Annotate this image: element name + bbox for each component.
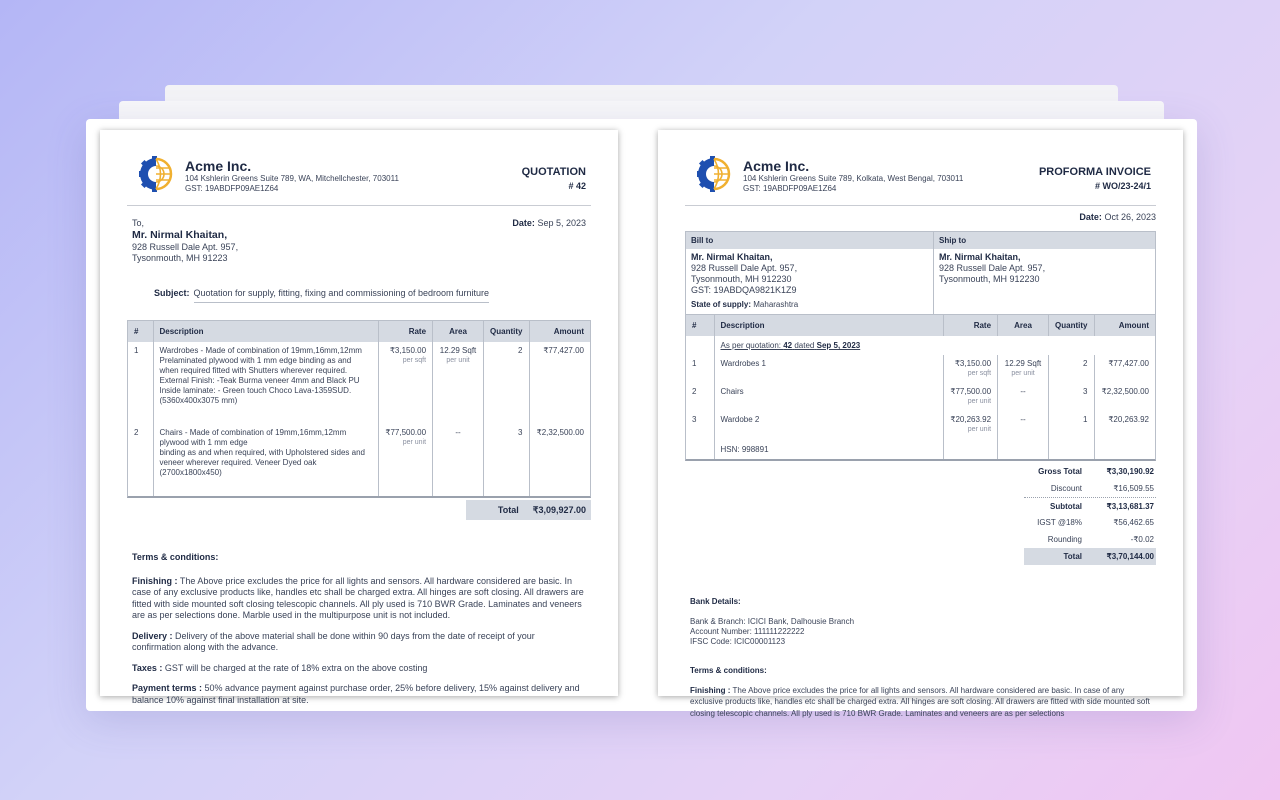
item-quantity: 3 [484,424,529,496]
item-quantity: 1 [1049,411,1094,439]
item-number: 3 [686,411,714,439]
empty-cell [944,439,998,459]
item-description [153,424,379,496]
description-line: plywood with 1 mm edge [159,438,248,447]
term-paragraph [132,631,586,654]
area-value: -- [455,428,461,437]
bank-branch: Bank & Branch: ICICI Bank, Dalhousie Branch [690,617,855,626]
hsn-row [686,439,1155,459]
item-rate [944,383,998,411]
item-quantity: 3 [1049,383,1094,411]
summary-value: ₹3,13,681.37 [1106,501,1154,511]
ref-number: 42 [783,341,793,350]
summary-value: ₹3,30,190.92 [1106,467,1154,476]
invoice-header [685,130,1156,206]
item-description: Wardobe 2 [714,411,944,439]
company-name: Acme Inc. [743,158,810,174]
bill-name: Mr. Nirmal Khaitan, [691,252,773,262]
rate-value: ₹20,263.92 [950,415,992,424]
item-area [433,342,484,424]
document-title: QUOTATION [521,166,586,178]
document-number: # 42 [568,181,586,191]
empty-cell [1094,439,1155,459]
col-rate: Rate [944,315,998,336]
quotation-page [100,130,618,705]
item-area [998,383,1049,411]
bill-line2: Tysonmouth, MH 912230 [691,274,792,284]
subject [154,288,591,303]
description-line: Inside laminate: - Green touch Choco Lava-1359SUD. [159,386,352,395]
subject-label: Subject: [154,288,190,298]
col-rate: Rate [379,321,433,342]
company-logo-icon [137,156,175,192]
term-text: GST will be charged at the rate of 18% extra on the above costing [164,662,428,673]
state-label: State of supply: [691,300,752,309]
table-row [686,355,1155,383]
term-text: Delivery of the above material shall be done within 90 days from the date of receipt of your confirmation along with the advance. [132,630,535,652]
invoice-page [658,130,1183,718]
terms-and-conditions [690,665,1151,719]
terms-title: Terms & conditions: [690,666,767,675]
invoice-items-table [685,315,1156,461]
item-rate [379,424,433,496]
date-value: Oct 26, 2023 [1104,212,1156,222]
bank-account: Account Number: 111111222222 [690,627,805,636]
ship-to-label: Ship to [934,232,1155,249]
summary-label: IGST @18% [1037,518,1082,527]
col-description: Description [714,315,944,336]
invoice-summary [1024,463,1156,565]
item-area [433,424,484,496]
table-row [128,424,590,496]
date-value: Sep 5, 2023 [537,218,586,228]
area-value: 12.29 Sqft [439,346,477,355]
area-value: -- [1020,415,1026,424]
item-quantity: 2 [484,342,529,424]
summary-value: ₹56,462.65 [1113,518,1154,527]
summary-row-rounding [1024,531,1156,548]
company-logo-icon [695,156,733,192]
col-amount: Amount [1094,315,1155,336]
bill-ship-section [685,231,1156,315]
term-key: Finishing : [132,575,178,586]
client-address-line1: 928 Russell Dale Apt. 957, [132,242,239,252]
summary-label: Gross Total [1038,467,1082,476]
term-text: The Above price excludes the price for all lights and sensors. All hardware considered are basic. In case of any exclusive products like, handles etc shall be charged extra. All hinges are soft closing. All drawers are fitted with side mounted soft closing telescopic channels. All ply used is 710 BWR Grade. Laminates and veneers are as per selections [690,685,1150,718]
to-label: To, [132,218,145,228]
term-text: 50% advance payment against purchase order, 25% before delivery, 15% against delivery and balance 10% against final installation at site. [132,683,580,705]
term-paragraph [132,576,586,622]
item-number: 1 [128,342,153,424]
subject-text: Quotation for supply, fitting, fixing and commissioning of bedroom furniture [194,288,489,303]
summary-label: Total [1063,552,1082,561]
table-row [128,342,590,424]
col-number: # [686,315,714,336]
ship-line1: 928 Russell Dale Apt. 957, [939,263,1046,273]
area-unit: per unit [1011,370,1035,377]
document-title: PROFORMA INVOICE [1038,166,1151,178]
summary-value: ₹16,509.55 [1113,484,1154,493]
col-area: Area [998,315,1049,336]
item-number: 2 [128,424,153,496]
description-line: Prelaminated plywood with 1 mm edge binding as and [159,356,352,365]
col-quantity: Quantity [484,321,529,342]
item-rate [944,355,998,383]
hsn-code: HSN: 998891 [714,439,944,459]
area-value: 12.29 Sqft [1004,359,1042,368]
description-line: (2700x1800x450) [159,468,222,477]
item-rate [379,342,433,424]
company-address: 104 Kshlerin Greens Suite 789, WA, Mitchellchester, 703011 [185,174,399,183]
item-amount: ₹77,427.00 [1108,359,1149,368]
term-paragraph [132,663,586,675]
term-key: Payment terms : [132,683,203,693]
description-line: when required fitted with Shutters wherever required. [159,366,348,375]
summary-label: Rounding [1047,535,1082,544]
bill-to-label: Bill to [686,232,933,249]
item-quantity: 2 [1049,355,1094,383]
description-line: External Finish: -Teak Burma veneer 4mm and Black PU [159,376,360,385]
term-key: Taxes : [132,662,163,673]
description-line: Chairs - Made of combination of 19mm,16mm,12mm [159,428,347,437]
company-gst: GST: 19ABDFP09AE1Z64 [743,184,837,193]
item-number: 1 [686,355,714,383]
client-address-line2: Tysonmouth, MH 91223 [132,253,228,263]
item-number: 2 [686,383,714,411]
term-paragraph [132,683,586,706]
rate-value: ₹3,150.00 [954,359,992,368]
col-quantity: Quantity [1049,315,1094,336]
rate-unit: per sqft [967,370,992,377]
item-amount: ₹77,427.00 [543,346,584,355]
summary-row-gross-total [1024,463,1156,480]
summary-label: Discount [1050,484,1082,493]
col-amount: Amount [529,321,590,342]
rate-unit: per unit [967,426,992,433]
date-label: Date: [1079,212,1102,222]
col-area: Area [433,321,484,342]
quotation-header [127,130,591,206]
table-row [686,411,1155,439]
summary-label: Subtotal [1050,501,1082,511]
item-amount: ₹2,32,500.00 [1101,387,1149,396]
total-value: ₹3,09,927.00 [532,504,586,515]
term-key: Delivery : [132,630,173,641]
summary-value: ₹3,70,144.00 [1106,552,1154,561]
rate-value: ₹77,500.00 [385,428,427,437]
item-area [998,355,1049,383]
rate-value: ₹77,500.00 [950,387,992,396]
ship-line2: Tysonmouth, MH 912230 [939,274,1040,284]
ref-prefix: As per quotation: [720,341,781,350]
bill-line1: 928 Russell Dale Apt. 957, [691,263,798,273]
description-line: (5360x400x3075 mm) [159,396,238,405]
item-amount: ₹2,32,500.00 [536,428,584,437]
summary-row-total [1024,548,1156,565]
item-description [153,342,379,424]
ship-name: Mr. Nirmal Khaitan, [939,252,1021,262]
rate-unit: per unit [402,439,427,446]
description-line: binding as and when required, with Upholstered sides and [159,448,365,457]
description-line: Wardrobes - Made of combination of 19mm,16mm,12mm [159,346,362,355]
summary-value: -₹0.02 [1130,535,1154,544]
area-value: -- [1020,387,1026,396]
table-row [686,383,1155,411]
col-description: Description [153,321,379,342]
rate-unit: per unit [967,398,992,405]
document-number: # WO/23-24/1 [1094,181,1151,191]
state-value: Maharashtra [753,300,799,309]
empty-cell [1049,439,1094,459]
quotation-items-table [127,320,591,498]
description-line: veneer wherever required. Veneer Dyed oak [159,458,317,467]
summary-row-igst-18- [1024,514,1156,531]
date-label: Date: [512,218,535,228]
company-name: Acme Inc. [185,158,252,174]
ref-date: Sep 5, 2023 [816,341,861,350]
quotation-reference[interactable] [714,336,1155,355]
client-name: Mr. Nirmal Khaitan, [132,229,228,241]
item-description: Chairs [714,383,944,411]
quotation-total [466,500,591,520]
term-paragraph [690,685,1151,720]
item-area [998,411,1049,439]
term-text: The Above price excludes the price for all lights and sensors. All hardware considered are basic. In case of any exclusive products like, handles etc shall be charged extra. All hinges are soft closing. All drawers are fitted with side mounted soft closing telescopic channels. All ply used is 710 BWR Grade. Laminates and veneers are as per selections done. Marble used in the multipurpose unit is not included. [132,575,584,620]
bank-ifsc: IFSC Code: ICIC00001123 [690,637,786,646]
rate-unit: per sqft [402,357,427,364]
term-key: Finishing : [690,685,731,695]
item-rate [944,411,998,439]
terms-title: Terms & conditions: [132,552,219,562]
bill-gst: GST: 19ABDQA9821K1Z9 [691,285,797,295]
empty-cell [686,439,714,459]
summary-row-subtotal [1024,497,1156,514]
item-description: Wardrobes 1 [714,355,944,383]
ref-dated: dated [794,341,815,350]
summary-row-discount [1024,480,1156,497]
area-unit: per unit [446,357,470,364]
bank-details-title: Bank Details: [690,597,741,606]
rate-value: ₹3,150.00 [389,346,427,355]
empty-cell [998,439,1049,459]
company-address: 104 Kshlerin Greens Suite 789, Kolkata, West Bengal, 703011 [743,174,964,183]
terms-and-conditions [132,552,586,706]
total-label: Total [497,505,519,515]
col-number: # [128,321,153,342]
company-gst: GST: 19ABDFP09AE1Z64 [185,184,279,193]
item-amount: ₹20,263.92 [1108,415,1149,424]
